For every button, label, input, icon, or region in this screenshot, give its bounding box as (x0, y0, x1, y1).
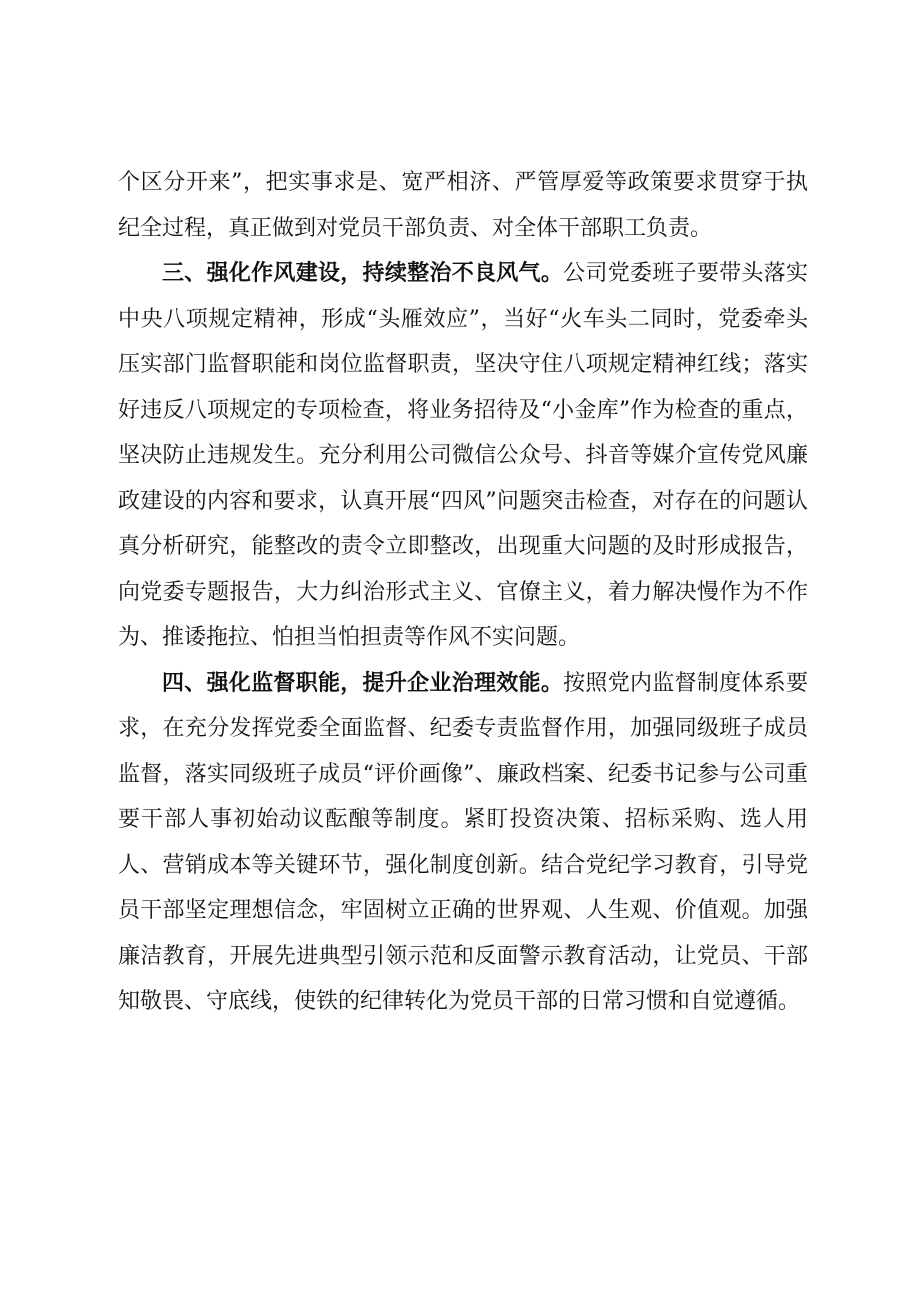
paragraph-text: 个区分开来”，把实事求是、宽严相济、严管厚爱等政策要求贯穿于执纪全过程，真正做到对党员干部负责、对全体干部职工负责。 (118, 170, 808, 241)
paragraph-text: 按照党内监督制度体系要求，在充分发挥党委全面监督、纪委专责监督作用，加强同级班子成员监督，落实同级班子成员“评价画像”、廉政档案、纪委书记参与公司重要干部人事初始动议酝酿等制度。紧盯投资决策、招标采购、选人用人、营销成本等关键环节，强化制度创新。结合党纪学习教育，引导党员干部坚定理想信念，牢固树立正确的世界观、人生观、价值观。加强廉洁教育，开展先进典型引领示范和反面警示教育活动，让党员、干部知敬畏、守底线，使铁的纪律转化为党员干部的日常习惯和自觉遵循。 (118, 670, 808, 1014)
paragraph-work-style (118, 251, 808, 661)
paragraph-supervision (118, 661, 808, 1025)
paragraph-text: 公司党委班子要带头落实中央八项规定精神，形成“头雁效应”，当好“火车头二同时，党委牵头压实部门监督职能和岗位监督职责，坚决守住八项规定精神红线；落实好违反八项规定的专项检查，将业务招待及“小金库”作为检查的重点，坚决防止违规发生。充分利用公司微信公众号、抖音等媒介宣传党风廉政建设的内容和要求，认真开展“四风”问题突击检查，对存在的问题认真分析研究，能整改的责令立即整改，出现重大问题的及时形成报告，向党委专题报告，大力纠治形式主义、官僚主义，着力解决慢作为不作为、推诿拖拉、怕担当怕担责等作风不实问题。 (118, 261, 808, 650)
paragraph-continuation (118, 160, 808, 251)
section-heading-four: 四、强化监督职能，提升企业治理效能。 (162, 670, 564, 696)
section-heading-three: 三、强化作风建设，持续整治不良风气。 (162, 261, 564, 286)
document-body (118, 160, 808, 1025)
